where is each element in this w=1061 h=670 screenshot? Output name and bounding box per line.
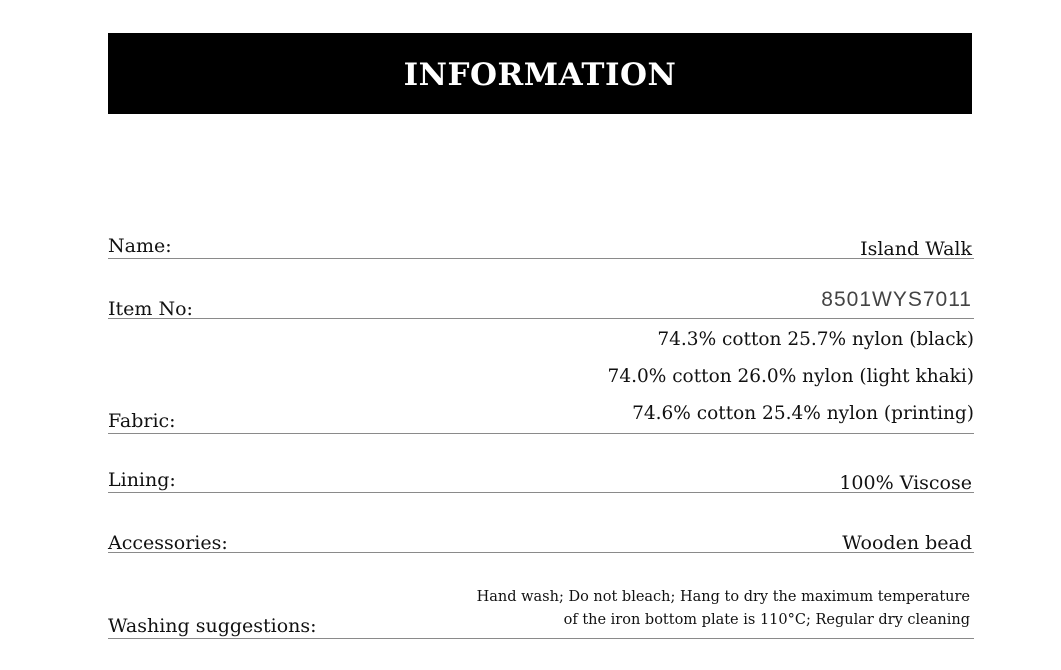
fabric-value-light-khaki: 74.0% cotton 26.0% nylon (light khaki) xyxy=(607,366,974,387)
info-row-name xyxy=(108,226,974,259)
name-label: Name: xyxy=(108,235,172,257)
washing-label: Washing suggestions: xyxy=(108,615,317,637)
info-row-item-no xyxy=(108,282,974,319)
fabric-value-printing: 74.6% cotton 25.4% nylon (printing) xyxy=(632,403,974,424)
washing-value-line-2: of the iron bottom plate is 110°C; Regular dry cleaning xyxy=(563,612,970,628)
accessories-value: Wooden bead xyxy=(842,532,972,554)
washing-value-line-1: Hand wash; Do not bleach; Hang to dry the maximum temperature xyxy=(476,589,970,605)
name-value: Island Walk xyxy=(860,238,972,260)
fabric-values xyxy=(608,321,974,432)
washing-values xyxy=(477,586,970,632)
page-title: INFORMATION xyxy=(403,56,677,93)
info-row-accessories xyxy=(108,520,974,553)
lining-value: 100% Viscose xyxy=(839,472,972,494)
fabric-value-black: 74.3% cotton 25.7% nylon (black) xyxy=(657,329,974,350)
information-banner xyxy=(108,33,972,114)
accessories-label: Accessories: xyxy=(108,532,228,554)
item-no-label: Item No: xyxy=(108,298,193,320)
lining-label: Lining: xyxy=(108,469,176,491)
info-row-fabric xyxy=(108,326,974,434)
info-row-lining xyxy=(108,460,974,493)
info-row-washing xyxy=(108,580,974,639)
fabric-label: Fabric: xyxy=(108,410,176,432)
item-no-value: 8501WYS7011 xyxy=(821,288,972,311)
